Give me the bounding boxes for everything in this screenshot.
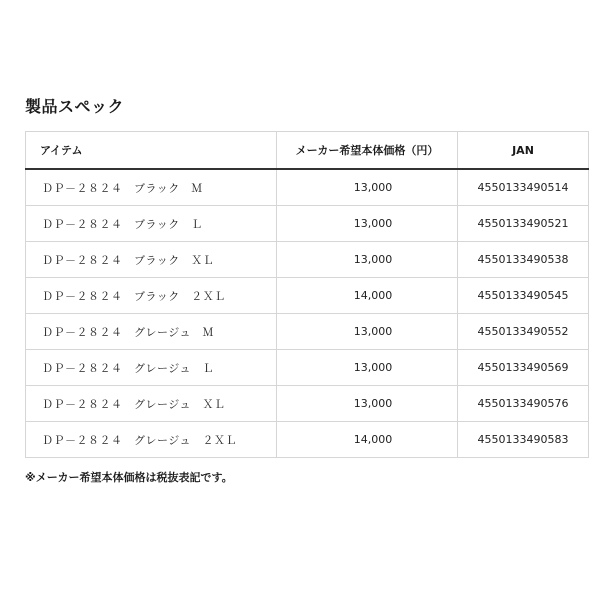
- spec-table-header: [26, 132, 589, 170]
- table-row: [26, 386, 589, 422]
- price-footnote: ※メーカー希望本体価格は税抜表記です。: [25, 471, 233, 484]
- row-price: 13,000: [277, 386, 458, 422]
- row-price: 13,000: [277, 242, 458, 278]
- header-jan: JAN: [458, 132, 589, 170]
- table-row: [26, 206, 589, 242]
- row-jan: 4550133490576: [458, 386, 589, 422]
- table-row: [26, 422, 589, 458]
- table-row: [26, 350, 589, 386]
- header-item: アイテム: [26, 132, 277, 170]
- row-price: 13,000: [277, 169, 458, 206]
- table-row: [26, 242, 589, 278]
- table-row: [26, 278, 589, 314]
- row-item: ＤＰ－２８２４ グレージュ Ｌ: [26, 350, 277, 386]
- row-item: ＤＰ－２８２４ ブラック ＸＬ: [26, 242, 277, 278]
- header-row: [26, 132, 589, 170]
- table-row: [26, 169, 589, 206]
- row-item: ＤＰ－２８２４ ブラック Ｍ: [26, 169, 277, 206]
- row-jan: 4550133490538: [458, 242, 589, 278]
- row-price: 13,000: [277, 314, 458, 350]
- row-jan: 4550133490545: [458, 278, 589, 314]
- row-jan: 4550133490521: [458, 206, 589, 242]
- row-item: ＤＰ－２８２４ ブラック ２ＸＬ: [26, 278, 277, 314]
- row-item: ＤＰ－２８２４ ブラック Ｌ: [26, 206, 277, 242]
- row-jan: 4550133490583: [458, 422, 589, 458]
- row-jan: 4550133490514: [458, 169, 589, 206]
- row-item: ＤＰ－２８２４ グレージュ ２ＸＬ: [26, 422, 277, 458]
- product-spec-section: [25, 96, 571, 486]
- row-item: ＤＰ－２８２４ グレージュ Ｍ: [26, 314, 277, 350]
- row-price: 13,000: [277, 206, 458, 242]
- header-price: メーカー希望本体価格（円）: [277, 132, 458, 170]
- table-row: [26, 314, 589, 350]
- row-price: 14,000: [277, 422, 458, 458]
- spec-table: [25, 131, 589, 458]
- row-price: 13,000: [277, 350, 458, 386]
- section-title: 製品スペック: [25, 97, 125, 116]
- spec-table-body: [26, 169, 589, 458]
- row-jan: 4550133490569: [458, 350, 589, 386]
- row-price: 14,000: [277, 278, 458, 314]
- row-item: ＤＰ－２８２４ グレージュ ＸＬ: [26, 386, 277, 422]
- row-jan: 4550133490552: [458, 314, 589, 350]
